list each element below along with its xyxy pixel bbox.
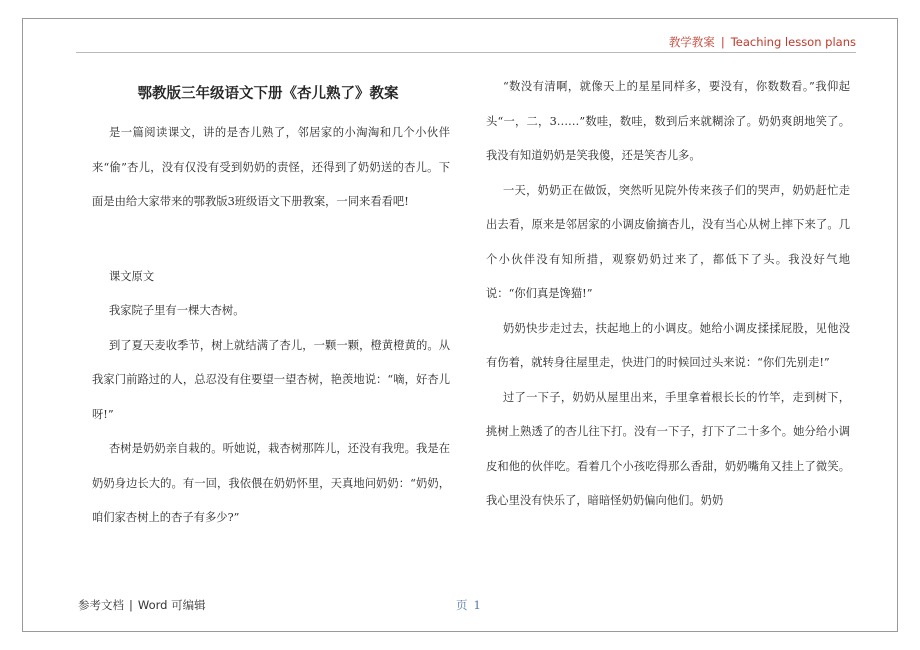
footer-separator: | (129, 598, 133, 612)
text-paragraph: “数没有清啊，就像天上的星星同样多，要没有，你数数看。”我仰起头“一，二，3……”数哇，数哇，数到后来就糊涂了。奶奶爽朗地笑了。我没有知道奶奶是笑我傻，还是笑杏儿多。 (486, 80, 850, 162)
header-site-en: Teaching lesson plans (730, 35, 856, 49)
footer-doc-info (78, 597, 206, 613)
header-site-cn: 教学教案 (668, 35, 715, 49)
text-paragraph: 我家院子里有一棵大杏树。 (108, 304, 245, 317)
intro-paragraph: 是一篇阅读课文，讲的是杏儿熟了，邻居家的小淘淘和几个小伙伴来“偷”杏儿，没有仅没有受到奶奶的责怪，还得到了奶奶送的杏儿。下面是由给大家带来的鄂教版3班级语文下册教案，一同来看看吧! (92, 126, 450, 208)
text-paragraph: 过了一下子，奶奶从屋里出来，手里拿着根长长的竹竿，走到树下，挑树上熟透了的杏儿往下打。没有一下子，打下了二十多个。她分给小调皮和他的伙伴吃。看着几个小孩吃得那么香甜，奶奶嘴角又挂上了微笑。我心里没有快乐了，暗暗怪奶奶偏向他们。奶奶 (486, 390, 850, 507)
left-column (92, 78, 450, 536)
document-title: 鄂教版三年级语文下册《杏儿熟了》教案 (137, 86, 399, 102)
page-number (453, 597, 484, 613)
section-label: 课文原文 (108, 269, 155, 283)
footer-word-editable: Word 可编辑 (137, 598, 206, 612)
page-label: 页 (456, 598, 468, 612)
header-separator: | (720, 35, 725, 49)
right-column (486, 70, 850, 519)
header-rule (76, 52, 856, 53)
footer-ref-doc: 参考文档 (78, 598, 124, 612)
text-paragraph: 奶奶快步走过去，扶起地上的小调皮。她给小调皮揉揉屁股，见他没有伤着，就转身往屋里走，快进门的时候回过头来说：“你们先别走!” (486, 321, 850, 369)
text-paragraph: 一天，奶奶正在做饭，突然听见院外传来孩子们的哭声，奶奶赶忙走出去看，原来是邻居家的小调皮偷摘杏儿，没有当心从树上摔下来了。几个小伙伴没有知所措，观察奶奶过来了，都低下了头。我没好气地说：“你们真是馋猫!” (486, 183, 850, 300)
page-header (669, 34, 856, 50)
text-paragraph: 到了夏天麦收季节，树上就结满了杏儿，一颗一颗，橙黄橙黄的。从我家门前路过的人，总忍没有住要望一望杏树，艳羡地说：“嘀，好杏儿呀!” (92, 338, 450, 421)
text-paragraph: 杏树是奶奶亲自栽的。听她说，栽杏树那阵儿，还没有我兜。我是在奶奶身边长大的。有一回，我依偎在奶奶怀里，天真地问奶奶：“奶奶，咱们家杏树上的杏子有多少?” (92, 442, 450, 524)
section-gap (92, 220, 450, 260)
page-number-value: 1 (473, 598, 481, 612)
